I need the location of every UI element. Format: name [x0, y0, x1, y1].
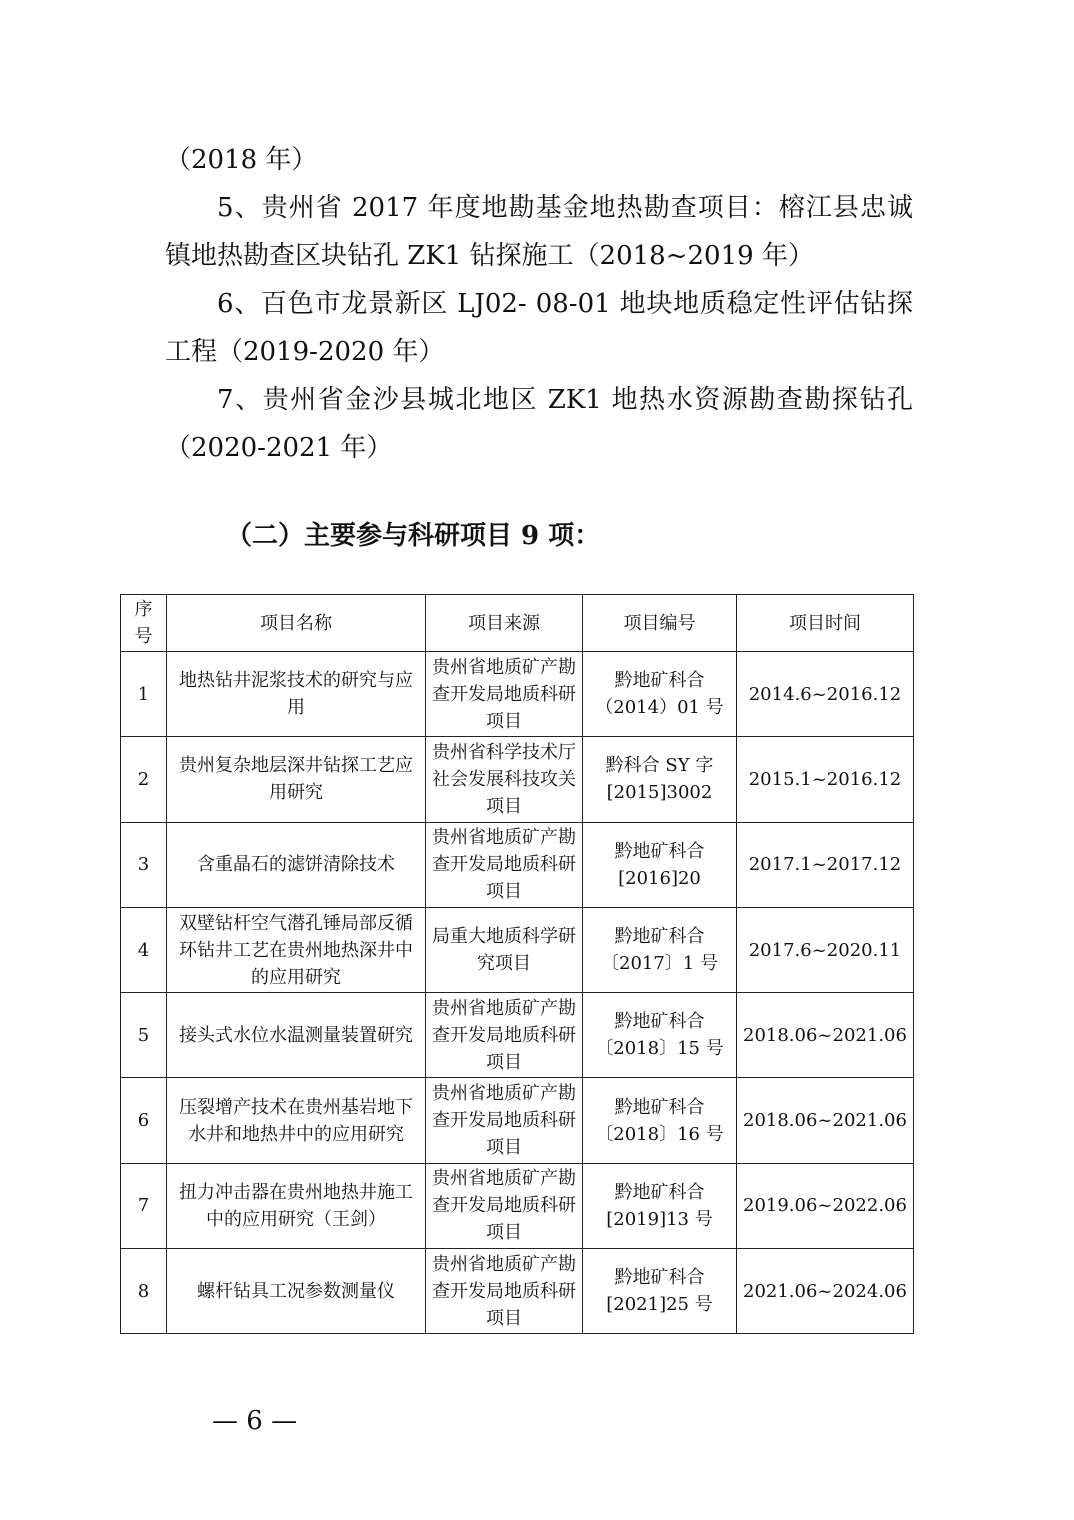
section-heading: （二）主要参与科研项目 9 项： — [226, 521, 601, 551]
cell-no: 7 — [121, 1163, 167, 1248]
cell-time: 2021.06~2024.06 — [737, 1249, 914, 1334]
cell-source: 局重大地质科学研究项目 — [426, 907, 583, 992]
cell-time: 2019.06~2022.06 — [737, 1163, 914, 1248]
cell-source: 贵州省地质矿产勘查开发局地质科研项目 — [426, 822, 583, 907]
cell-time: 2018.06~2021.06 — [737, 1078, 914, 1163]
cell-name: 贵州复杂地层深井钻探工艺应用研究 — [167, 737, 426, 822]
header-no: 序号 — [121, 595, 167, 652]
table-row — [121, 1163, 914, 1248]
cell-name: 压裂增产技术在贵州基岩地下水井和地热井中的应用研究 — [167, 1078, 426, 1163]
cell-code: 黔地矿科合〔2017〕1 号 — [583, 907, 737, 992]
cell-no: 6 — [121, 1078, 167, 1163]
cell-code: 黔地矿科合〔2018〕15 号 — [583, 993, 737, 1078]
table-row — [121, 652, 914, 737]
paragraph-item-7: 7、贵州省金沙县城北地区 ZK1 地热水资源勘查勘探钻孔（2020-2021 年） — [165, 385, 913, 463]
cell-source: 贵州省地质矿产勘查开发局地质科研项目 — [426, 1249, 583, 1334]
cell-name: 双壁钻杆空气潜孔锤局部反循环钻井工艺在贵州地热深井中的应用研究 — [167, 907, 426, 992]
cell-time: 2017.6~2020.11 — [737, 907, 914, 992]
header-code: 项目编号 — [583, 595, 737, 652]
cell-source: 贵州省地质矿产勘查开发局地质科研项目 — [426, 1163, 583, 1248]
table-row — [121, 993, 914, 1078]
cell-code: 黔地矿科合[2019]13 号 — [583, 1163, 737, 1248]
paragraph-continuation: （2018 年） — [165, 145, 318, 175]
cell-time: 2015.1~2016.12 — [737, 737, 914, 822]
cell-no: 5 — [121, 993, 167, 1078]
header-time: 项目时间 — [737, 595, 914, 652]
table-row — [121, 737, 914, 822]
paragraph-item-6: 6、百色市龙景新区 LJ02- 08-01 地块地质稳定性评估钻探工程（2019-2020 年） — [165, 289, 913, 367]
cell-name: 地热钻井泥浆技术的研究与应用 — [167, 652, 426, 737]
cell-name: 扭力冲击器在贵州地热井施工中的应用研究（王剑） — [167, 1163, 426, 1248]
research-projects-table — [120, 594, 914, 1334]
table-row — [121, 1078, 914, 1163]
cell-source: 贵州省地质矿产勘查开发局地质科研项目 — [426, 652, 583, 737]
cell-no: 8 — [121, 1249, 167, 1334]
cell-code: 黔地矿科合[2016]20 — [583, 822, 737, 907]
cell-source: 贵州省地质矿产勘查开发局地质科研项目 — [426, 1078, 583, 1163]
cell-code: 黔地矿科合〔2018〕16 号 — [583, 1078, 737, 1163]
cell-name: 螺杆钻具工况参数测量仪 — [167, 1249, 426, 1334]
table-row — [121, 907, 914, 992]
table-row — [121, 1249, 914, 1334]
cell-no: 1 — [121, 652, 167, 737]
cell-source: 贵州省地质矿产勘查开发局地质科研项目 — [426, 993, 583, 1078]
cell-code: 黔科合 SY 字[2015]3002 — [583, 737, 737, 822]
cell-time: 2017.1~2017.12 — [737, 822, 914, 907]
cell-name: 接头式水位水温测量装置研究 — [167, 993, 426, 1078]
cell-no: 3 — [121, 822, 167, 907]
cell-name: 含重晶石的滤饼清除技术 — [167, 822, 426, 907]
page-number: — 6 — — [212, 1406, 298, 1436]
cell-source: 贵州省科学技术厅社会发展科技攻关项目 — [426, 737, 583, 822]
cell-no: 2 — [121, 737, 167, 822]
paragraph-item-5: 5、贵州省 2017 年度地勘基金地热勘查项目：榕江县忠诚镇地热勘查区块钻孔 ZK1 钻探施工（2018~2019 年） — [165, 193, 913, 271]
cell-time: 2018.06~2021.06 — [737, 993, 914, 1078]
cell-no: 4 — [121, 907, 167, 992]
header-name: 项目名称 — [167, 595, 426, 652]
cell-time: 2014.6~2016.12 — [737, 652, 914, 737]
header-source: 项目来源 — [426, 595, 583, 652]
cell-code: 黔地矿科合（2014）01 号 — [583, 652, 737, 737]
table-header-row — [121, 595, 914, 652]
cell-code: 黔地矿科合[2021]25 号 — [583, 1249, 737, 1334]
table-row — [121, 822, 914, 907]
